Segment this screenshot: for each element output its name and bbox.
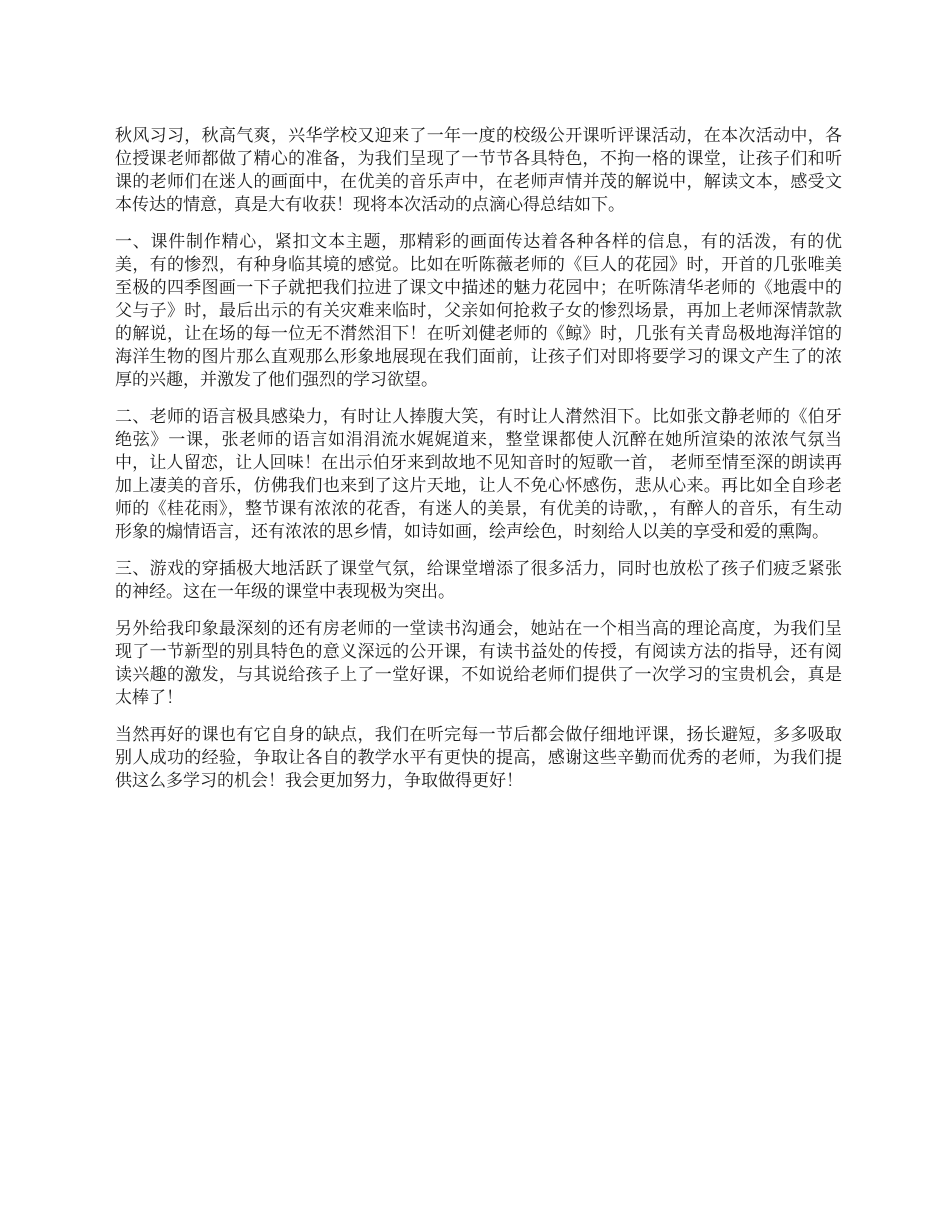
paragraph-intro: 秋风习习，秋高气爽，兴华学校又迎来了一年一度的校级公开课听评课活动，在本次活动中，各位授课老师都做了精心的准备，为我们呈现了一节节各具特色，不拘一格的课堂，让孩子们和听课的老师们在迷人的画面中，在优美的音乐声中，在老师声情并茂的解说中，解读文本，感受文本传达的情意，真是大有收获！现将本次活动的点滴心得总结如下。: [115, 126, 842, 215]
paragraph-conclusion: 当然再好的课也有它自身的缺点，我们在听完每一节后都会做仔细地评课，扬长避短，多多吸取别人成功的经验，争取让各自的教学水平有更快的提高，感谢这些辛勤而优秀的老师，为我们提供这么多学习的机会！我会更加努力，争取做得更好！: [115, 725, 842, 791]
paragraph-point-three: 三、游戏的穿插极大地活跃了课堂气氛，给课堂增添了很多活力，同时也放松了孩子们疲乏紧张的神经。这在一年级的课堂中表现极为突出。: [115, 559, 842, 602]
paragraph-additional: 另外给我印象最深刻的还有房老师的一堂读书沟通会，她站在一个相当高的理论高度，为我们呈现了一节新型的别具特色的意义深远的公开课，有读书益处的传授，有阅读方法的指导，还有阅读兴趣的激发，与其说给孩子上了一堂好课，不如说给老师们提供了一次学习的宝贵机会，真是太棒了！: [115, 619, 842, 708]
paragraph-point-two: 二、老师的语言极具感染力，有时让人捧腹大笑，有时让人潸然泪下。比如张文静老师的《伯牙绝弦》一课，张老师的语言如涓涓流水娓娓道来，整堂课都使人沉醉在她所渲染的浓浓气氛当中，让人留恋，让人回味！在出示伯牙来到故地不见知音时的短歌一首， 老师至情至深的朗读再加上凄美的音乐，仿佛我们也来到了这片天地，让人不免心怀感伤，悲从心来。再比如全自珍老师的《桂花雨》，整节课有浓浓的花香，有迷人的美景，有优美的诗歌，，有醉人的音乐，有生动形象的煽情语言，还有浓浓的思乡情，如诗如画，绘声绘色，时刻给人以美的享受和爱的熏陶。: [115, 407, 842, 542]
paragraph-point-one: 一、课件制作精心，紧扣文本主题，那精彩的画面传达着各种各样的信息，有的活泼，有的优美，有的惨烈，有种身临其境的感觉。比如在听陈薇老师的《巨人的花园》时，开首的几张唯美至极的四季图画一下子就把我们拉进了课文中描述的魅力花园中；在听陈清华老师的《地震中的父与子》时，最后出示的有关灾难来临时，父亲如何抢救子女的惨烈场景，再加上老师深情款款的解说，让在场的每一位无不潸然泪下！在听刘健老师的《鲸》时，几张有关青岛极地海洋馆的海洋生物的图片那么直观那么形象地展现在我们面前，让孩子们对即将要学习的课文产生了的浓厚的兴趣，并激发了他们强烈的学习欲望。: [115, 232, 842, 390]
document-body: [115, 125, 842, 807]
